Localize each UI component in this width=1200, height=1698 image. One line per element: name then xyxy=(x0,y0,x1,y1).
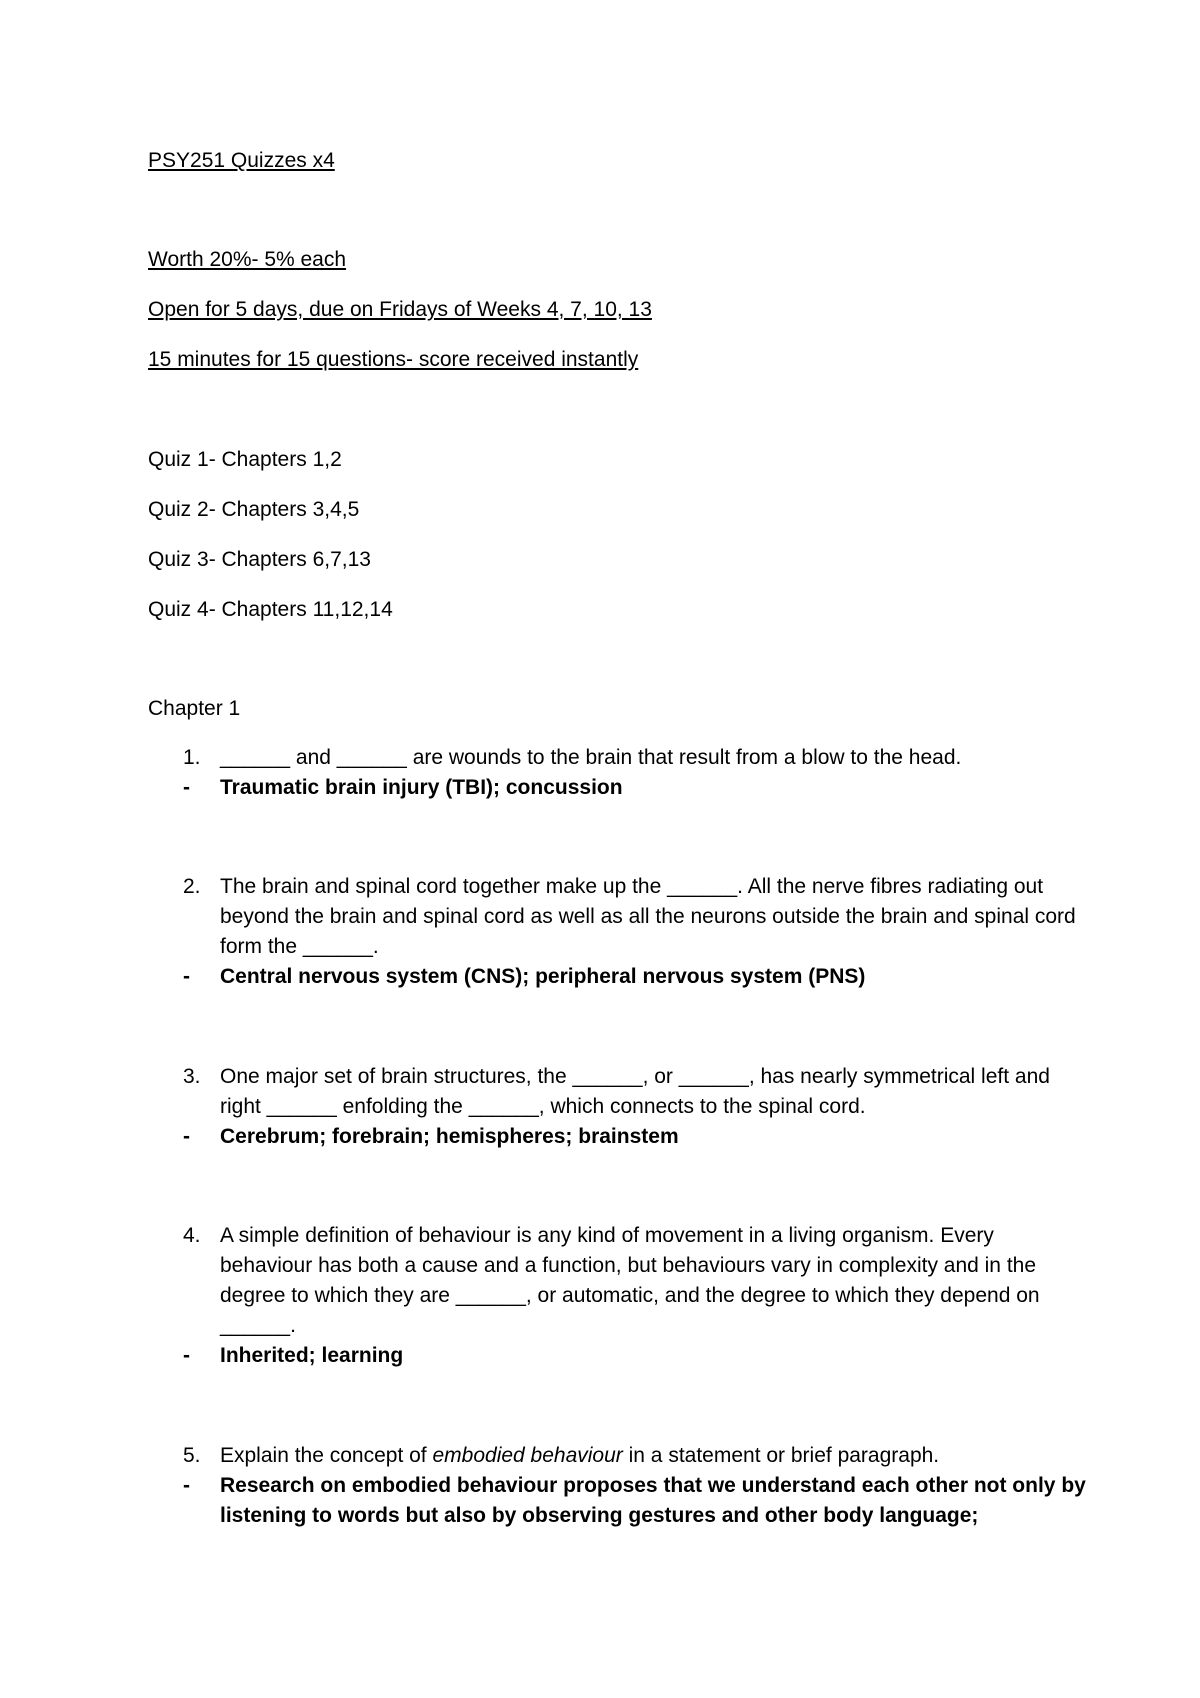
question-text: A simple definition of behaviour is any kind of movement in a living organism. Every behaviour has both a cause and a function, but behaviours vary in complexity and in the degree to which they are ______, or automatic, and the degree to which they depend on ______. xyxy=(220,1224,1040,1337)
question-number: 5. xyxy=(183,1444,201,1467)
question-number: 3. xyxy=(183,1065,201,1088)
question-number: 1. xyxy=(183,746,201,769)
worth-line: Worth 20%- 5% each xyxy=(148,248,347,271)
answer-text: Cerebrum; forebrain; hemispheres; brainstem xyxy=(220,1125,679,1148)
question-text: ______ and ______ are wounds to the brain that result from a blow to the head. xyxy=(220,746,962,769)
answer-marker: - xyxy=(183,1125,190,1148)
quiz-schedule-item: Quiz 4- Chapters 11,12,14 xyxy=(148,598,393,621)
quiz-schedule-item: Quiz 1- Chapters 1,2 xyxy=(148,448,342,471)
answer-marker: - xyxy=(183,1474,190,1497)
document-title: PSY251 Quizzes x4 xyxy=(148,149,335,172)
question-text-start: Explain the concept of xyxy=(220,1444,433,1467)
answer-marker: - xyxy=(183,965,190,988)
question-text-emphasis: embodied behaviour xyxy=(432,1444,623,1467)
question-text xyxy=(220,1441,1090,1471)
answer-text: Inherited; learning xyxy=(220,1344,404,1367)
answer-text: Traumatic brain injury (TBI); concussion xyxy=(220,776,623,799)
answer-marker: - xyxy=(183,1344,190,1367)
chapter-heading: Chapter 1 xyxy=(148,697,241,720)
answer-text: Central nervous system (CNS); peripheral nervous system (PNS) xyxy=(220,965,866,988)
open-line: Open for 5 days, due on Fridays of Weeks 4, 7, 10, 13 xyxy=(148,298,652,321)
question-number: 4. xyxy=(183,1224,201,1247)
answer-text: Research on embodied behaviour proposes that we understand each other not only by listening to words but also by observing gestures and other body language; xyxy=(220,1474,1086,1527)
time-line: 15 minutes for 15 questions- score received instantly xyxy=(148,348,639,371)
quiz-schedule-item: Quiz 2- Chapters 3,4,5 xyxy=(148,498,360,521)
quiz-schedule-item: Quiz 3- Chapters 6,7,13 xyxy=(148,548,371,571)
answer-marker: - xyxy=(183,776,190,799)
question-text: One major set of brain structures, the ______, or ______, has nearly symmetrical left and right ______ enfolding the ______, which connects to the spinal cord. xyxy=(220,1065,1050,1118)
question-number: 2. xyxy=(183,875,201,898)
question-text-end: in a statement or brief paragraph. xyxy=(622,1444,940,1467)
question-text: The brain and spinal cord together make up the ______. All the nerve fibres radiating out beyond the brain and spinal cord as well as all the neurons outside the brain and spinal cord form the ______. xyxy=(220,875,1076,958)
